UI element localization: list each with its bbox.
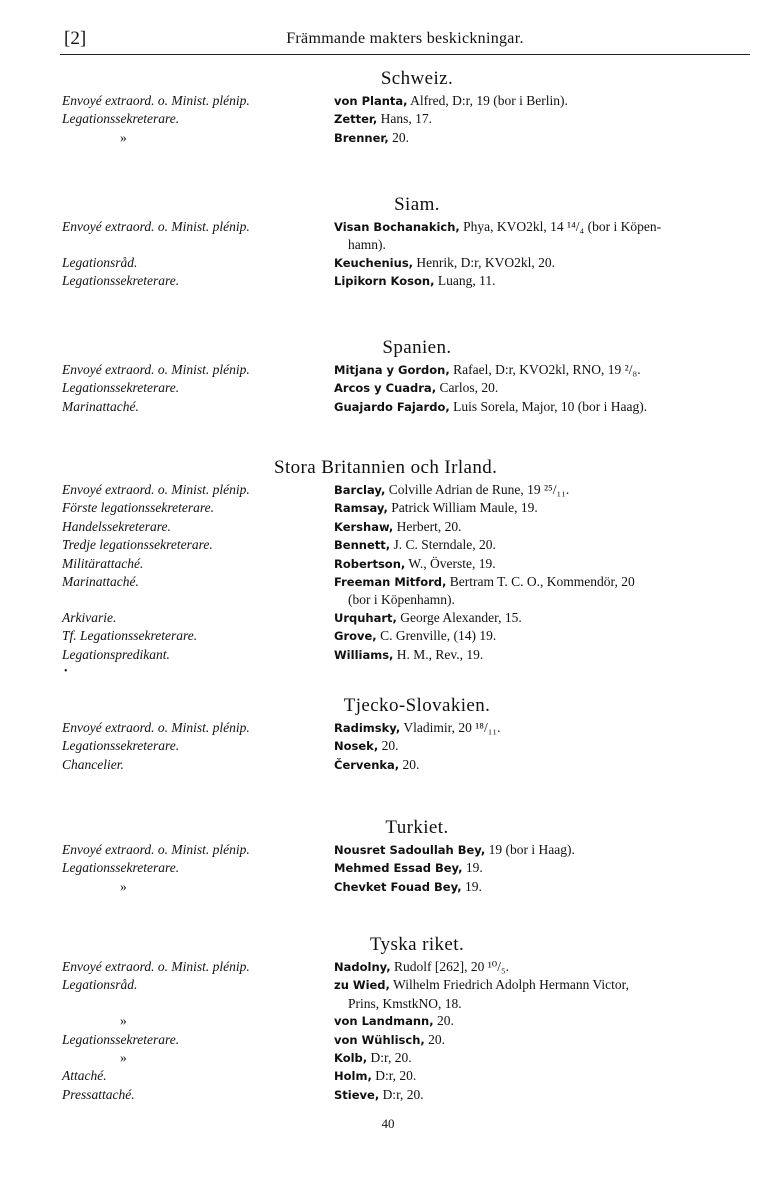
- position-title: Marinattaché.: [62, 574, 139, 590]
- person-name: Mehmed Essad Bey,: [334, 861, 463, 876]
- entry-row: [62, 841, 752, 859]
- person-entry: [334, 878, 752, 896]
- running-title: Främmande makters beskickningar.: [286, 30, 524, 47]
- position-title: Tf. Legationssekreterare.: [62, 628, 198, 644]
- person-entry: [334, 756, 752, 774]
- position-title: Envoyé extraord. o. Minist. plénip.: [62, 362, 250, 377]
- person-name: Guajardo Fajardo,: [334, 399, 450, 414]
- entry-row: [62, 627, 752, 645]
- person-name: Barclay,: [334, 483, 386, 497]
- person-entry: [334, 129, 752, 147]
- position-title: Legationssekreterare.: [62, 111, 180, 127]
- person-details: D:r, 20.: [367, 1050, 412, 1066]
- entry-row: [62, 737, 752, 755]
- person-name: Ramsay,: [334, 501, 388, 516]
- person-details: Rafael, D:r, KVO2kl, RNO, 19 ²/₈.: [449, 362, 641, 377]
- person-details: Colville Adrian de Rune, 19 ²⁵/₁₁.: [385, 482, 570, 497]
- position-title: Marinattaché.: [62, 398, 139, 414]
- person-entry: [334, 272, 752, 290]
- person-details: 19 (bor i Haag).: [485, 842, 575, 857]
- entry-row: [62, 218, 752, 236]
- person-details: Hans, 17.: [377, 111, 433, 127]
- country-section: [62, 815, 752, 896]
- entry-row: [62, 398, 752, 416]
- ditto-mark: »: [120, 1013, 127, 1029]
- entry-row: [62, 361, 752, 379]
- position-title: Handelssekreterare.: [62, 518, 171, 534]
- person-entry: [334, 499, 752, 517]
- person-details: Herbert, 20.: [393, 518, 462, 534]
- position-title: Pressattaché.: [62, 1086, 135, 1102]
- entry-row: [62, 536, 752, 554]
- entry-row: [62, 129, 752, 147]
- ditto-mark: »: [120, 129, 127, 145]
- country-heading: Stora Britannien och Irland.: [274, 457, 498, 478]
- person-name: Kolb,: [334, 1051, 368, 1066]
- person-entry: [334, 1086, 752, 1104]
- person-name: Brenner,: [334, 130, 389, 145]
- person-entry: [334, 646, 752, 664]
- page-header: [60, 28, 750, 55]
- person-entry: [334, 254, 752, 272]
- entry-row: [62, 481, 752, 499]
- person-name: Visan Bochanakich,: [334, 220, 460, 234]
- entry-row: [62, 379, 752, 397]
- person-name: Radimsky,: [334, 721, 401, 735]
- person-name: Urquhart,: [334, 610, 397, 625]
- country-section: [62, 192, 752, 291]
- person-details: Henrik, D:r, KVO2kl, 20.: [413, 254, 555, 270]
- person-details: D:r, 20.: [379, 1086, 424, 1102]
- person-entry: [334, 398, 752, 416]
- person-details: 20.: [378, 738, 399, 754]
- position-title: Legationssekreterare.: [62, 380, 180, 396]
- person-details: W., Överste, 19.: [405, 555, 496, 571]
- person-entry: [334, 841, 752, 859]
- position-title: Envoyé extraord. o. Minist. plénip.: [62, 959, 250, 974]
- country-heading: Turkiet.: [385, 817, 449, 838]
- person-name: Arcos y Cuadra,: [334, 381, 437, 396]
- person-entry: [334, 555, 752, 573]
- entry-row: [62, 756, 752, 774]
- person-details: George Alexander, 15.: [396, 609, 522, 625]
- person-entry: [334, 627, 752, 645]
- person-details: Luis Sorela, Major, 10 (bor i Haag).: [449, 398, 648, 414]
- person-name: Nousret Sadoullah Bey,: [334, 843, 486, 857]
- entry-row: [62, 499, 752, 517]
- person-details: Wilhelm Friedrich Adolph Hermann Victor,: [389, 977, 629, 993]
- footer-page-number: 40: [381, 1116, 395, 1131]
- person-name: Williams,: [334, 647, 394, 662]
- entry-row: [62, 1031, 752, 1049]
- person-entry: [334, 719, 752, 737]
- entry-row: [62, 92, 752, 110]
- entry-continuation: (bor i Köpenhamn).: [348, 592, 455, 608]
- entry-row: [62, 859, 752, 877]
- person-details: 19.: [461, 878, 482, 894]
- country-heading: Spanien.: [382, 337, 452, 358]
- entry-row: [62, 254, 752, 272]
- position-title: Envoyé extraord. o. Minist. plénip.: [62, 842, 250, 857]
- position-title: Chancelier.: [62, 756, 124, 772]
- position-title: Envoyé extraord. o. Minist. plénip.: [62, 219, 250, 234]
- entry-row: [62, 646, 752, 664]
- entry-continuation: hamn).: [348, 237, 386, 253]
- person-name: Chevket Fouad Bey,: [334, 879, 462, 894]
- entry-row: [62, 555, 752, 573]
- position-title: Envoyé extraord. o. Minist. plénip.: [62, 720, 250, 735]
- person-name: von Landmann,: [334, 1014, 434, 1029]
- person-entry: [334, 976, 752, 994]
- person-name: Freeman Mitford,: [334, 575, 447, 590]
- entry-row: [62, 1012, 752, 1030]
- person-name: von Wühlisch,: [334, 1032, 425, 1047]
- person-name: Kershaw,: [334, 519, 394, 534]
- person-details: Patrick William Maule, 19.: [387, 500, 538, 516]
- person-entry: [334, 958, 752, 976]
- person-name: Nadolny,: [334, 960, 391, 974]
- person-entry: [334, 737, 752, 755]
- entry-row: [62, 573, 752, 591]
- country-section: [62, 66, 752, 147]
- person-details: Alfred, D:r, 19 (bor i Berlin).: [407, 93, 568, 108]
- entry-row: [62, 878, 752, 896]
- person-details: C. Grenville, (14) 19.: [376, 628, 497, 644]
- person-name: Bennett,: [334, 538, 391, 553]
- person-name: Zetter,: [334, 112, 378, 127]
- person-name: von Planta,: [334, 94, 408, 108]
- position-title: Tredje legationssekreterare.: [62, 537, 213, 553]
- person-entry: [334, 110, 752, 128]
- person-details: J. C. Sterndale, 20.: [390, 537, 496, 553]
- person-name: Červenka,: [334, 757, 400, 772]
- person-entry: [334, 1049, 752, 1067]
- position-title: Legationspredikant.: [62, 646, 170, 662]
- person-name: Keuchenius,: [334, 255, 414, 270]
- entry-row: [62, 1067, 752, 1085]
- country-heading: Siam.: [394, 194, 440, 215]
- entry-row: [62, 272, 752, 290]
- person-entry: [334, 361, 752, 379]
- person-name: Mitjana y Gordon,: [334, 363, 450, 377]
- person-name: Stieve,: [334, 1087, 380, 1102]
- person-details: 20.: [388, 129, 410, 145]
- entry-row: [62, 1049, 752, 1067]
- ditto-mark: »: [120, 878, 127, 894]
- page-number: [2]: [64, 28, 87, 49]
- person-entry: [334, 573, 752, 591]
- person-name: Holm,: [334, 1069, 372, 1084]
- person-entry: [334, 1067, 752, 1085]
- person-details: Luang, 11.: [434, 273, 496, 289]
- person-entry: [334, 859, 752, 877]
- position-title: Legationsråd.: [62, 254, 138, 270]
- person-name: Robertson,: [334, 556, 406, 571]
- entry-row: [62, 518, 752, 536]
- ditto-mark: »: [120, 1050, 127, 1066]
- person-details: Phya, KVO2kl, 14 ¹⁴/₄ (bor i Köpen-: [459, 219, 662, 234]
- person-entry: [334, 481, 752, 499]
- entry-row: [62, 719, 752, 737]
- entry-row: [62, 976, 752, 994]
- position-title: Legationssekreterare.: [62, 738, 180, 754]
- person-entry: [334, 379, 752, 397]
- person-entry: [334, 609, 752, 627]
- position-title: Arkivarie.: [62, 609, 117, 625]
- entry-row: [62, 958, 752, 976]
- position-title: Envoyé extraord. o. Minist. plénip.: [62, 93, 250, 108]
- position-title: Attaché.: [62, 1068, 107, 1084]
- person-entry: [334, 536, 752, 554]
- position-title: Militärattaché.: [62, 555, 144, 571]
- position-title: Legationsråd.: [62, 977, 138, 993]
- stray-dot: •: [64, 666, 68, 677]
- person-name: zu Wied,: [334, 978, 390, 993]
- person-entry: [334, 518, 752, 536]
- country-section: [62, 693, 752, 774]
- country-heading: Tjecko-Slovakien.: [343, 695, 491, 716]
- position-title: Envoyé extraord. o. Minist. plénip.: [62, 482, 250, 497]
- person-name: Nosek,: [334, 739, 379, 754]
- person-entry: [334, 218, 752, 236]
- position-title: Legationssekreterare.: [62, 860, 180, 876]
- person-details: 19.: [462, 860, 483, 876]
- entry-continuation: Prins, KmstkNO, 18.: [348, 995, 462, 1011]
- person-name: Lipikorn Koson,: [334, 274, 435, 289]
- person-details: Bertram T. C. O., Kommendör, 20: [446, 574, 635, 590]
- person-details: Rudolf [262], 20 ¹⁰/₅.: [390, 959, 510, 974]
- country-section: [62, 455, 752, 664]
- position-title: Förste legationssekreterare.: [62, 500, 214, 516]
- entry-row: [62, 110, 752, 128]
- position-title: Legationssekreterare.: [62, 273, 180, 289]
- country-heading: Tyska riket.: [369, 934, 465, 955]
- person-details: H. M., Rev., 19.: [393, 646, 484, 662]
- entry-row: [62, 609, 752, 627]
- person-entry: [334, 92, 752, 110]
- person-details: 20.: [399, 756, 420, 772]
- position-title: Legationssekreterare.: [62, 1031, 180, 1047]
- person-name: Grove,: [334, 629, 377, 644]
- person-details: Carlos, 20.: [436, 380, 499, 396]
- person-details: D:r, 20.: [371, 1068, 417, 1084]
- country-heading: Schweiz.: [380, 68, 454, 89]
- person-details: Vladimir, 20 ¹⁸/₁₁.: [400, 720, 501, 735]
- person-entry: [334, 1031, 752, 1049]
- person-entry: [334, 1012, 752, 1030]
- country-section: [62, 335, 752, 416]
- entry-row: [62, 1086, 752, 1104]
- person-details: 20.: [433, 1013, 454, 1029]
- country-section: [62, 932, 752, 1104]
- person-details: 20.: [424, 1031, 445, 1047]
